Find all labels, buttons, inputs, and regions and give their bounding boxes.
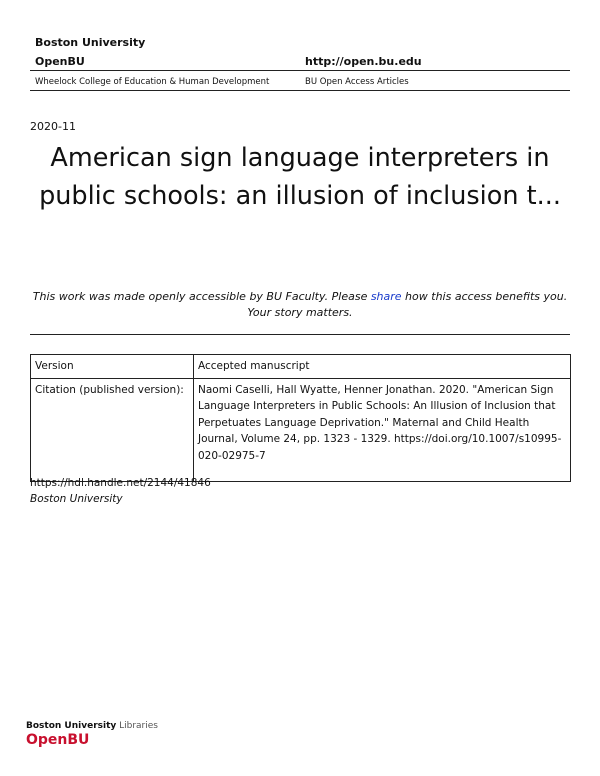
logo-openbu: OpenBU	[26, 732, 90, 748]
version-label: Version	[31, 355, 194, 379]
access-note	[30, 289, 570, 321]
footer-institution: Boston University	[30, 493, 123, 505]
share-link[interactable]: share	[370, 290, 402, 303]
logo-institution: Boston University	[26, 721, 117, 731]
version-value: Accepted manuscript	[194, 355, 571, 379]
logo-line-1	[26, 721, 158, 731]
collection-name: BU Open Access Articles	[305, 77, 409, 87]
table-row	[31, 378, 571, 481]
document-title: American sign language interpreters in public schools: an illusion of inclusion t...	[39, 143, 561, 211]
repository-name: OpenBU	[35, 55, 85, 68]
college-name: Wheelock College of Education & Human Development	[35, 77, 270, 87]
institution-name: Boston University	[35, 36, 146, 49]
section-divider	[30, 334, 570, 335]
access-note-text-end: how this access benefits you. Your story matters.	[247, 290, 568, 319]
citation-label: Citation (published version):	[31, 378, 194, 481]
openbu-logo	[26, 721, 158, 748]
metadata-table	[30, 354, 571, 482]
header-row-collection	[35, 77, 569, 87]
table-row	[31, 355, 571, 379]
publication-date: 2020-11	[30, 120, 76, 133]
header-row-repo	[35, 55, 569, 68]
logo-libraries: Libraries	[116, 721, 158, 731]
header-divider-bottom	[30, 90, 570, 91]
citation-value: Naomi Caselli, Hall Wyatte, Henner Jonathan. 2020. "American Sign Language Interpreters in Public Schools: An Illusion of Inclusion that Perpetuates Language Deprivation." Maternal and Child Health Journal, Volume 24, pp. 1323 - 1329. https://doi.org/10.1007/s10995-020-02975-7	[194, 378, 571, 481]
handle-link[interactable]: https://hdl.handle.net/2144/41846	[30, 477, 211, 489]
access-note-text: This work was made openly accessible by BU Faculty. Please	[32, 290, 371, 303]
repository-url-link[interactable]: http://open.bu.edu	[305, 55, 422, 68]
header-divider	[30, 70, 570, 71]
